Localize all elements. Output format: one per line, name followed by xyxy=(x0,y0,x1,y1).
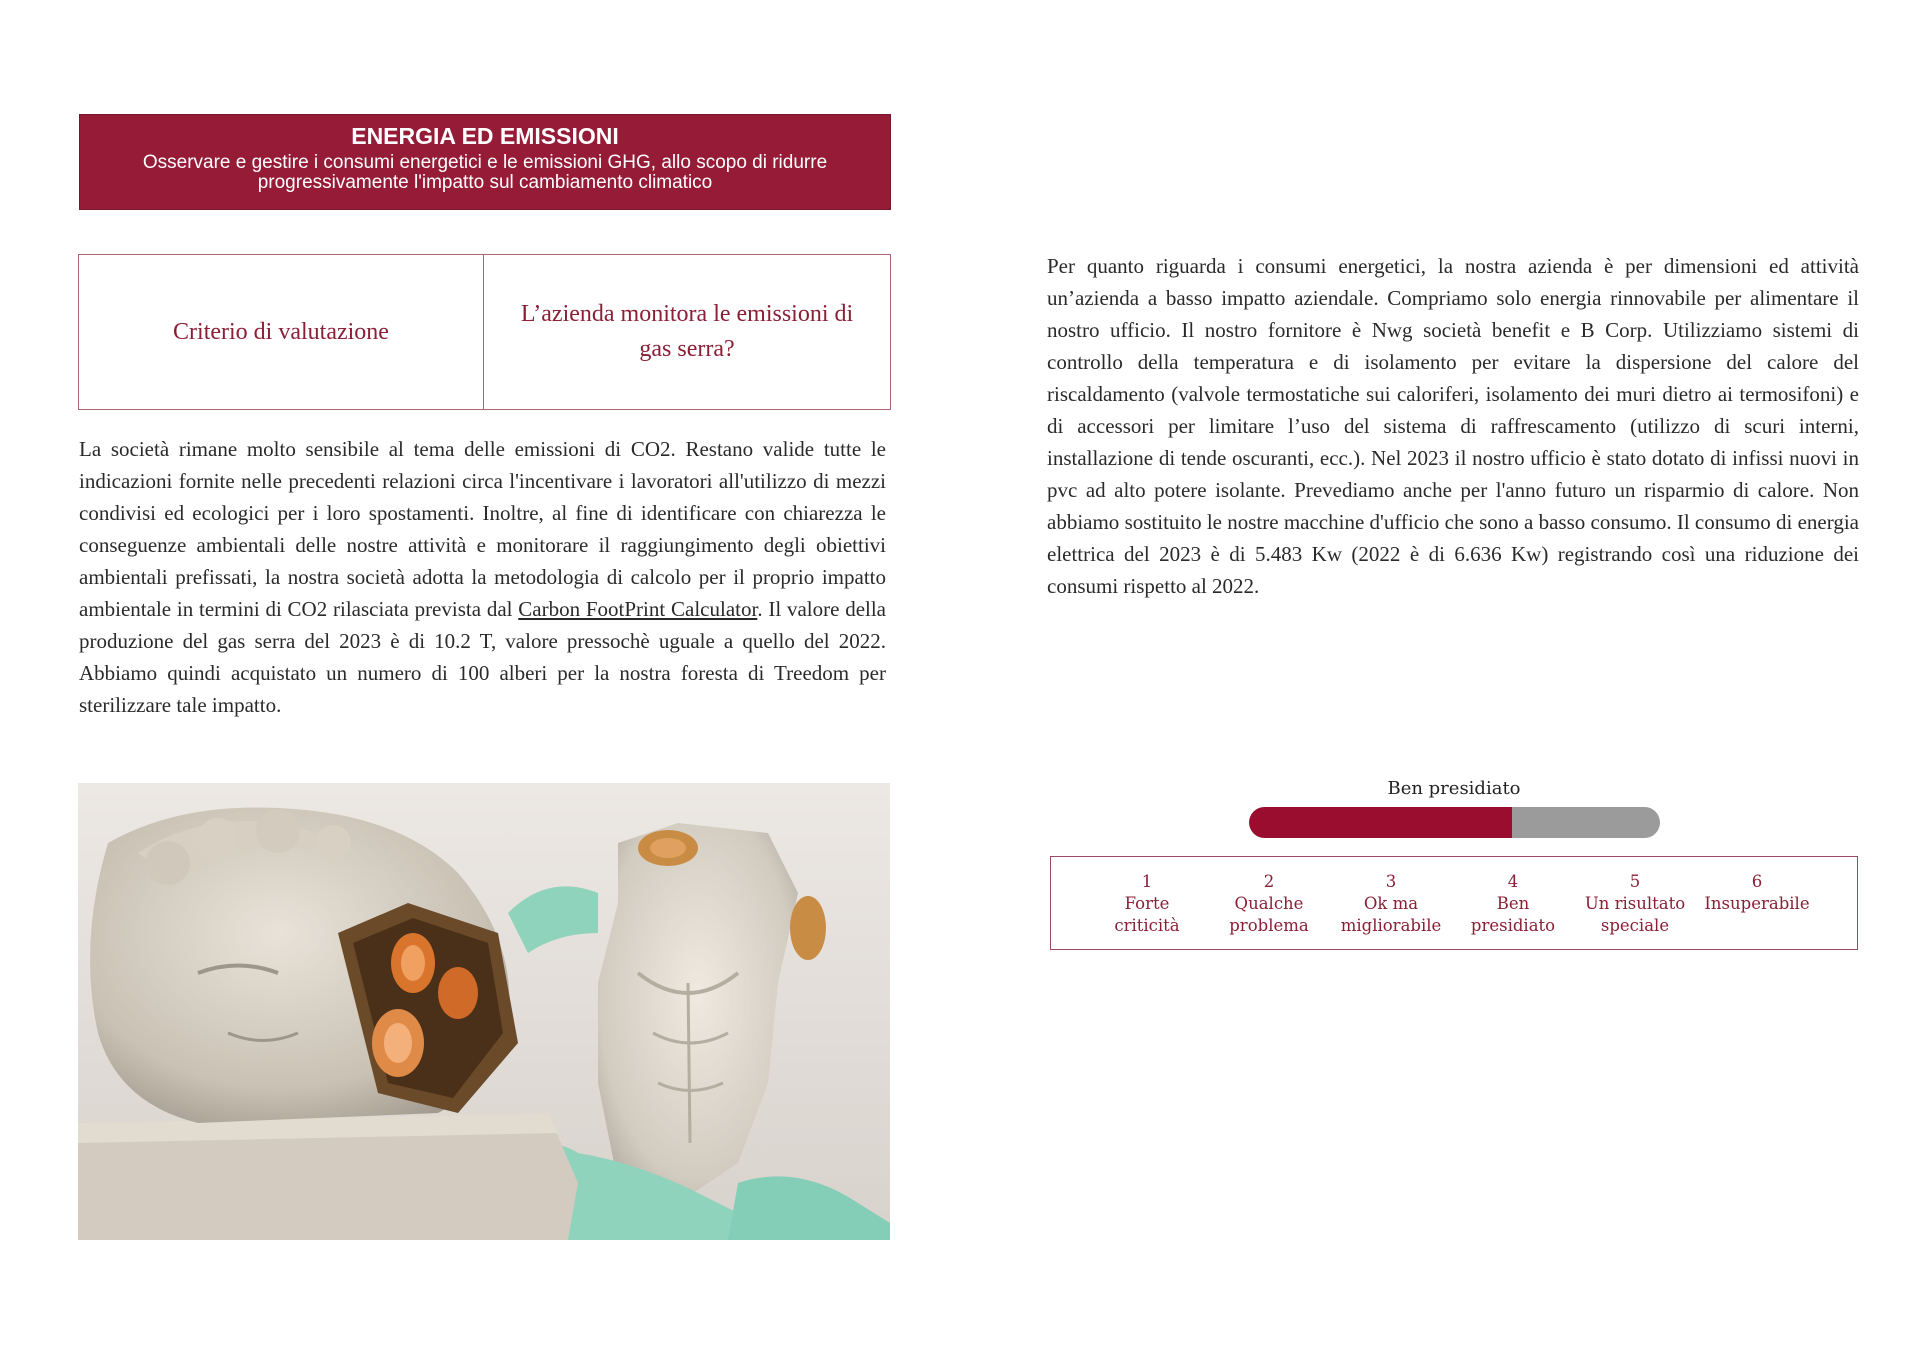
scale-label-line2: criticità xyxy=(1114,916,1180,935)
scale-item-6 xyxy=(1697,871,1817,915)
section-title: ENERGIA ED EMISSIONI xyxy=(351,123,619,149)
scale-item-3 xyxy=(1331,871,1451,937)
scale-label-line2: problema xyxy=(1229,916,1309,935)
scale-label-line2: speciale xyxy=(1600,916,1670,935)
scale-item-2 xyxy=(1209,871,1329,937)
criteria-label: Criterio di valutazione xyxy=(79,255,484,409)
rating-label: Ben presidiato xyxy=(1387,778,1521,799)
scale-num: 2 xyxy=(1263,872,1275,891)
energy-paragraph: Per quanto riguarda i consumi energetici, la nostra azienda è per dimensioni ed attività un’azienda a basso impatto aziendale. Compriamo solo energia rinnovabile per alimentare il nostro ufficio. Il nostro fornitore è Nwg società benefit e B Corp. Utilizziamo sistemi di controllo della temperatura e di isolamento per evitare la dispersione del calore del riscaldamento (valvole termostatiche sui caloriferi, isolamento dei muri dietro ai termosifoni) e di accessori per limitare l’uso del sistema di raffrescamento (utilizzo di scuri interni, installazione di tende oscuranti, ecc.). Nel 2023 il nostro ufficio è stato dotato di infissi nuovi in pvc ad alto potere isolante. Prevediamo anche per l'anno futuro un risparmio di calore. Non abbiamo sostituito le nostre macchine d'ufficio che sono a basso consumo. Il consumo di energia elettrica del 2023 è di 5.483 Kw (2022 è di 6.636 Kw) registrando così una riduzione dei consumi rispetto al 2022. xyxy=(1047,254,1859,598)
statue-photo xyxy=(78,783,890,1240)
scale-label-line2: presidiato xyxy=(1470,916,1556,935)
scale-label-line1: Insuperabile xyxy=(1704,894,1810,913)
scale-num: 1 xyxy=(1141,872,1153,891)
rating-bar-fill xyxy=(1249,807,1512,838)
section-subtitle: Osservare e gestire i consumi energetici e le emissioni GHG, allo scopo di ridurre progressivamente l'impatto sul cambiamento climatico xyxy=(142,152,828,193)
scale-num: 4 xyxy=(1507,872,1519,891)
emissions-text-part2: . Il valore della produzione del gas serra del 2023 è di 10.2 T, valore pressochè uguale a quello del 2022. Abbiamo quindi acquistato un numero di 100 alberi per la nostra foresta di Treedom per sterilizzare tale impatto. xyxy=(79,597,887,717)
scale-label-line1: Forte xyxy=(1124,894,1170,913)
emissions-text-part1: La società rimane molto sensibile al tema delle emissioni di CO2. Restano valide tutte le indicazioni fornite nelle precedenti relazioni circa l'incentivare i lavoratori all'utilizzo di mezzi condivisi ed ecologici per i loro spostamenti. Inoltre, al fine di identificare con chiarezza le conseguenze ambientali delle nostre attività e monitorare il raggiungimento degli obiettivi ambientali prefissati, la nostra società adotta la metodologia di calcolo per il proprio impatto ambientale in termini di CO2 rilasciata prevista dal xyxy=(79,437,886,621)
criteria-question: L’azienda monitora le emissioni di gas serra? xyxy=(520,301,854,362)
rating-bar xyxy=(1249,807,1660,838)
carbon-footprint-calculator-link[interactable]: Carbon FootPrint Calculator xyxy=(518,597,758,621)
scale-num: 5 xyxy=(1629,872,1641,891)
scale-item-5 xyxy=(1575,871,1695,937)
rating-scale xyxy=(1050,856,1858,950)
scale-num: 3 xyxy=(1385,872,1397,891)
scale-item-4 xyxy=(1453,871,1573,937)
scale-item-1 xyxy=(1087,871,1207,937)
scale-num: 6 xyxy=(1751,872,1763,891)
emissions-paragraph xyxy=(79,433,886,721)
scale-label-line1: Qualche xyxy=(1234,894,1304,913)
scale-label-line2: migliorabile xyxy=(1340,916,1442,935)
scale-label-line1: Un risultato xyxy=(1584,894,1686,913)
section-header xyxy=(79,114,891,210)
scale-label-line1: Ok ma xyxy=(1363,894,1419,913)
criteria-table xyxy=(78,254,891,410)
scale-label-line1: Ben xyxy=(1496,894,1530,913)
